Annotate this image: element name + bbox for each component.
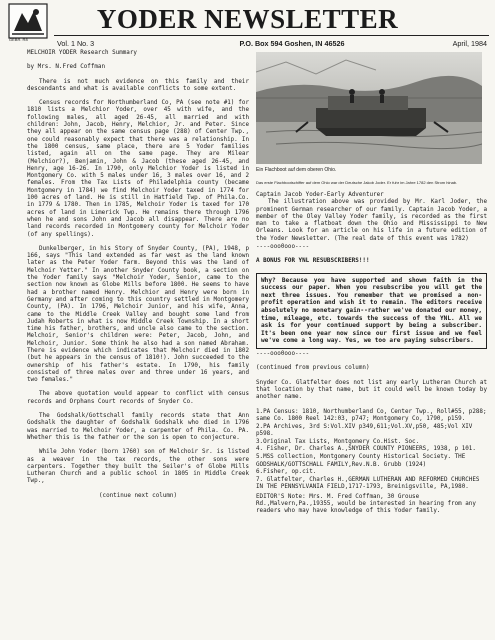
paragraph: There is not much evidence on this family and their descendants and what is available conflicts to some extent. (27, 78, 249, 92)
paragraph: The above quotation would appear to conflict with census records and Orphans Court records of Snyder Co. (27, 391, 249, 405)
figure-credit: Das erste Flachbootschiffer auf dem Ohio war der Deutsche Jakob Joder. Er fuhr im Jahre 1782 den Strom hinab. (256, 180, 458, 185)
continued-next-note: (continue next column) (98, 492, 178, 499)
section-divider: ----ooo0ooo---- (256, 244, 310, 251)
paragraph: While John Yoder (born 1760) son of Melchoir Sr. is listed as a weaver in the tax records, the other sons were carpenters. Together they built the Seiler's of Globe Mills Lutheran Church and a public school in 1805 in Middle Creek Twp., (27, 449, 249, 485)
flatboat-illustration (256, 52, 482, 164)
bonus-heading: A BONUS FOR YNL RESUBSCRIBERS!!! (256, 258, 370, 265)
article-byline: by Mrs. N.Fred Coffman (27, 64, 106, 71)
figure-caption: Ein Flachboot auf dem oberen Ohio. (256, 167, 337, 173)
paragraph: Dunkelberger, in his Story of Snyder County, (PA), 1948, p 166, says "This land extended as far west as the land known later as the Peter Yoder farm. Beyond this was the land of Melchoir Yetter." In another Snyder County book, a section on the Yoder family says "Melchoir Yoder, Senior, came to the section now known as Globe Mills before 1800. He seems to have had a brother named Henry. Melchior and Henry were born in Germany and after coming to this country settled in Montgomery County, (PA). In 1796, Melchoir Junior, and his wife, Anna, came to the Middle Creek Valley and bought some land from Judah Roberts in what is now Middle Creek Township. In a short time his father, brothers, and uncle also came to the section. Melchoir, Senior's children were: Peter, Jacob, John, and Melchoir, Junior. Some think he also had a son named Abraham. There is evidence which indicates that Melchoir died in 1802 (but he appears in the census of 1810!). John succeeded to the ownership of his father's estate. In 1790, his family consisted of three males over and three under 16 years, and two females." (27, 245, 249, 384)
bonus-text: Why? Because you have supported and shown faith in the success our paper. When you resubscribe you will get the next three issues. You remember that we promised a non-profit operation and wish it to remain. The editors receive absolutely no monetary gain--rather we've donated our money, time, mileage, etc. towards the success of the YNL. All we ask is for your continued support by being a subscriber. It's been one year now since our first issue and we feel we've come a long way. Yes, we too are paying subscribers. (261, 276, 482, 345)
article-title: Captain Jacob Yoder-Early Adventurer (256, 192, 384, 198)
editor-note: EDITOR'S Note: Mrs. M. Fred Coffman, 30 Grouse Rd.,Malvern,Pa.,19355, would be interested in hearing from any readers who may have knowledge of this Yoder family. (256, 493, 476, 515)
reference-item: 7. Glatfelter, Charles H.,GERMAN LUTHERAN AND REFORMED CHURCHES IN THE PENNSYLVANIA FIELD,1717-1793, Breinigsville, PA,1980. (256, 477, 480, 491)
reference-item: 5.MSS collection, Montgomery County Historical Society. THE GODSHALK/GOTTSCHALL FAMILY,Rev.N.B. Grubb (1924) (256, 454, 466, 468)
reference-item: 3.Original Tax Lists, Montgomery Co.Hist. Soc. (256, 438, 420, 445)
right-column (256, 50, 487, 523)
masthead-rule (54, 35, 489, 36)
reference-item: 4. Fisher, Dr. Charles A.,SNYDER COUNTY PIONEERS, 1938, p 101. (256, 446, 476, 453)
continued-text: Snyder Co. Glatfelter does not list any early Lutheran Church at that location by that name, but it could well be known today by another name. (256, 379, 487, 401)
left-column (27, 50, 249, 507)
masthead (0, 0, 495, 50)
newsletter-title: YODER NEWSLETTER (96, 4, 399, 34)
reference-item: 1.PA Census: 1810, Northumberland Co, Center Twp., Roll#55, p288; same Co. 1800 Reel 142:03, p747; Montgomery Co, 1790, p159. (256, 408, 487, 422)
paragraph: The Godshalk/Gottschall family records state that Ann Godshalk the daughter of Godshalk Godshalk who died in 1796 was married to Melchoir Yoder, a carpenter of Phila. Co. PA. Whether this is the father or the son is open to conjecture. (27, 413, 249, 441)
mailing-address: P.O. Box 594 Goshen, IN 46526 (239, 38, 345, 48)
section-divider: ----ooo0ooo---- (256, 351, 310, 358)
issue-line (57, 38, 487, 48)
references-list (256, 409, 487, 492)
issue-date: April, 1984 (452, 38, 487, 48)
continued-from-note: (continued from previous column) (256, 365, 370, 372)
paragraph: Census records for Northumberland Co, PA (see note #1) for 1810 lists a Melchior Yoder, over 45 with wife, and the following males, all aged 26-45, all married and with children: John, Jacob, Henry, Melchior, Jr. and Peter. Since they all appear on the same census page (288) of Center Twp., one could reasonably expect that there was a relationship. In the 1800 census, same place, there are 5 Yoder families listed, again all on the same page. They are Milear (Melchior?), Benjamin, John & Jacob (these aged 26-45, and Henry, age 16-26. In 1790, only Melchior Yoder is listed in Montgomery Co. with 5 males under 16, 3 males over 16, and 2 females. From the Tax Lists of Philadelphia county (became Montgomery in 1784) we find Melchoir Yoder taxed in 1774 for 100 acres of land. He is still in Hatfield Twp. of Phila.Co. in 1779 & 1780. Then in 1785, Melchoir Yoder is taxed for 170 acres of land in Limerick Twp. He remains there through 1796 when he and sons John and Jacob all disappear. There are no land records recorded in Montgomery county for Melchoir Yoder (of any spellings). (27, 100, 249, 238)
volume-number: Vol. 1 No. 3 (57, 38, 95, 48)
reference-item: 6.Fisher, op.cit. (256, 469, 317, 476)
article-title: MELCHOIR YODER Research Summary (27, 50, 137, 56)
reference-item: 2.PA Archives, 3rd S:Vol.XIV p349,611;Vol.XV,p50, 485;Vol XIV p598. (256, 423, 473, 437)
logo-caption: GEBR. R8 (9, 37, 28, 42)
bonus-box (256, 273, 487, 349)
article-text: The illustration above was provided by Mr. Karl Joder, the prominent German researcher of our family. Captain Jacob Yoder, a member of the Oley Valley Yoder family, is recorded as the first man to take a flatboat down the Ohio and Mississippi to New Orleans. Look for an article on his life in a future edition of the Yoder Newsletter. (The real date of this event was 1782) (256, 199, 487, 242)
